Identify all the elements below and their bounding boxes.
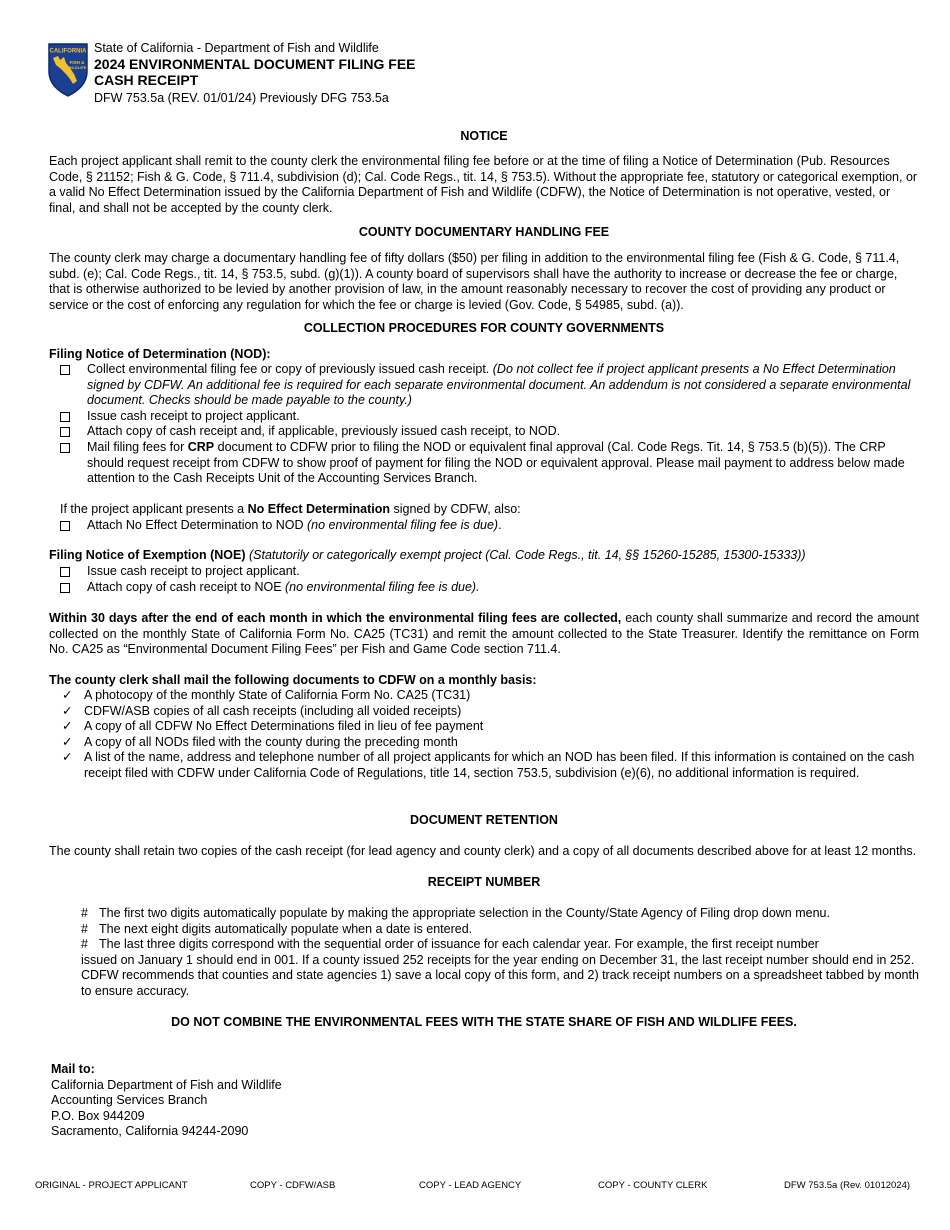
hash-icon: # [81, 906, 88, 920]
checkmark-icon: ✓ [62, 734, 73, 749]
agency-name: State of California - Department of Fish and Wildlife [94, 41, 379, 55]
checkbox-icon[interactable] [60, 443, 70, 453]
form-subtitle: CASH RECEIPT [94, 72, 199, 88]
footer-lead-agency-copy: COPY - LEAD AGENCY [419, 1180, 522, 1191]
address-line: California Department of Fish and Wildlife [51, 1077, 282, 1092]
collection-heading: COLLECTION PROCEDURES FOR COUNTY GOVERNMENTS [303, 321, 665, 335]
nod-item-mail-fees: Mail filing fees for CRP document to CDFW prior to filing the NOD or equivalent final approval (Cal. Code Regs. Tit. 14, § 753.5 (b)(5)). The CRP should request receipt from CDFW to show proof of payment for filing the NOD or equivalent approval. Please mail payment to address below made attention to the Cash Receipts Unit of the Accounting Services Branch. [49, 440, 919, 487]
list-item: # The last three digits correspond with the sequential order of issuance for each calendar year. For example, the first receipt number [81, 937, 819, 952]
checkbox-icon[interactable] [60, 365, 70, 375]
list-item: ✓ A copy of all NODs filed with the county during the preceding month [62, 734, 458, 749]
form-header [46, 40, 646, 110]
address-line: Accounting Services Branch [51, 1093, 208, 1108]
mail-docs-list [49, 688, 919, 782]
address-line: P.O. Box 944209 [51, 1108, 145, 1123]
footer-cdfw-copy: COPY - CDFW/ASB [250, 1180, 336, 1191]
list-item: ✓ A list of the name, address and telephone number of all project applicants for which an NOD has been filed. If this information is contained on the cash receipt filed with CDFW under California Code of Regulations, title 14, section 753.5, subdivision (e)(6), no additional information is required. [62, 750, 915, 780]
notice-heading: NOTICE [460, 129, 508, 143]
checkbox-icon[interactable] [60, 427, 70, 437]
checkbox-icon[interactable] [60, 583, 70, 593]
form-title: 2024 ENVIRONMENTAL DOCUMENT FILING FEE [94, 56, 416, 72]
receipt-number-heading: RECEIPT NUMBER [427, 875, 541, 889]
list-item: ✓ A copy of all CDFW No Effect Determinations filed in lieu of fee payment [62, 719, 484, 734]
notice-body: Each project applicant shall remit to the county clerk the environmental filing fee before or at the time of filing a Notice of Determination (Pub. Resources Code, § 21152; Fish & G. Code, § 711.4, subdivision (d); Cal. Code Regs., tit. 14, § 753.5). Without the appropriate fee, statutory or categorical exemption, or a valid No Effect Determination issued by the California Department of Fish and Wildlife (CDFW), the Notice of Determination is not operative, vested, or final, and shall not be accepted by the county clerk. [49, 154, 918, 215]
nod-item-issue-receipt: Issue cash receipt to project applicant. [49, 409, 919, 425]
list-item-continuation: issued on January 1 should end in 001. If a county issued 252 receipts for the year ending on December 31, the last receipt number should end in 252. CDFW recommends that counties and state agencies 1) save a local copy of this form, and 2) track receipt numbers on a spreadsheet tabbed by month to ensure accuracy. [81, 952, 919, 998]
noe-item-attach-receipt: Attach copy of cash receipt to NOE (no environmental filing fee is due). [49, 580, 919, 596]
monthly-remittance-text: Within 30 days after the end of each month in which the environmental filing fees are collected, each county shall summarize and record the amount collected on the monthly State of California Form No. CA25 (TC31) and remit the amount collected to the State Treasurer. Identify the remittance on Form No. CA25 as “Environmental Document Filing Fees” per Fish and Game Code section 711.4. [49, 611, 919, 657]
ned-intro: If the project applicant presents a No Effect Determination signed by CDFW, also: [60, 502, 521, 516]
svg-text:WILDLIFE: WILDLIFE [67, 65, 87, 70]
handling-fee-heading: COUNTY DOCUMENTARY HANDLING FEE [358, 225, 610, 239]
footer-county-clerk-copy: COPY - COUNTY CLERK [598, 1180, 708, 1191]
form-number: DFW 753.5a (REV. 01/01/24) Previously DFG 753.5a [94, 91, 389, 105]
checkmark-icon: ✓ [62, 688, 73, 702]
list-item: # The first two digits automatically populate by making the appropriate selection in the County/State Agency of Filing drop down menu. [81, 906, 830, 920]
list-item: ✓ CDFW/ASB copies of all cash receipts (including all voided receipts) [62, 703, 462, 718]
list-item: ✓ A photocopy of the monthly State of California Form No. CA25 (TC31) [62, 688, 471, 702]
nod-item-attach-receipt: Attach copy of cash receipt and, if applicable, previously issued cash receipt, to NOD. [49, 424, 919, 440]
hash-icon: # [81, 921, 88, 936]
receipt-number-list [49, 906, 919, 1000]
retention-heading: DOCUMENT RETENTION [410, 813, 558, 827]
nod-checklist [49, 362, 919, 487]
checkbox-icon[interactable] [60, 521, 70, 531]
checkmark-icon: ✓ [62, 750, 73, 765]
footer-form-revision: DFW 753.5a (Rev. 01012024) [784, 1180, 911, 1191]
ned-checklist [49, 518, 919, 534]
checkmark-icon: ✓ [62, 703, 73, 718]
noe-heading: Filing Notice of Exemption (NOE) (Statutorily or categorically exempt project (Cal. Code Regs., tit. 14, §§ 15260-15285, 15300-15333)) [49, 548, 806, 562]
svg-text:FISH &: FISH & [69, 60, 85, 65]
svg-text:CALIFORNIA: CALIFORNIA [49, 48, 87, 55]
checkbox-icon[interactable] [60, 567, 70, 577]
hash-icon: # [81, 937, 88, 952]
mail-to-address [51, 1062, 921, 1140]
address-line: Sacramento, California 94244-2090 [51, 1124, 249, 1139]
mail-to-heading: Mail to: [51, 1062, 95, 1076]
checkbox-icon[interactable] [60, 412, 70, 422]
footer-original-copy: ORIGINAL - PROJECT APPLICANT [35, 1180, 188, 1191]
mail-docs-heading: The county clerk shall mail the following documents to CDFW on a monthly basis: [49, 673, 537, 687]
nod-heading: Filing Notice of Determination (NOD): [49, 347, 271, 361]
retention-body: The county shall retain two copies of the cash receipt (for lead agency and county clerk) and a copy of all documents described above for at least 12 months. [49, 844, 917, 858]
checkmark-icon: ✓ [62, 719, 73, 734]
noe-item-issue-receipt: Issue cash receipt to project applicant. [49, 564, 919, 580]
nod-item-collect-fee: Collect environmental filing fee or copy of previously issued cash receipt. (Do not collect fee if project applicant presents a No Effect Determination signed by CDFW. An additional fee is required for each separate environmental document. An addendum is not considered a separate environmental document. Checks should be made payable to the county.) [49, 362, 919, 409]
combine-warning: DO NOT COMBINE THE ENVIRONMENTAL FEES WITH THE STATE SHARE OF FISH AND WILDLIFE FEES. [171, 1015, 797, 1029]
list-item: # The next eight digits automatically populate when a date is entered. [81, 921, 473, 936]
handling-fee-body: The county clerk may charge a documentary handling fee of fifty dollars ($50) per filing in addition to the environmental filing fee (Fish & G. Code, § 711.4, subd. (e); Cal. Code Regs., tit. 14, § 753.5, subd. (g)(1)). A county board of supervisors shall have the authority to increase or decrease the fee or charge, that is otherwise authorized to be levied by another provision of law, in the amount reasonably necessary to recover the cost of providing any product or service or the cost of enforcing any regulation for which the fee or charge is levied (Gov. Code, § 54985, subd. (a)). [49, 251, 900, 312]
ned-item-attach: Attach No Effect Determination to NOD (no environmental filing fee is due). [49, 518, 919, 534]
noe-checklist [49, 564, 919, 595]
cdfw-logo [46, 41, 90, 97]
